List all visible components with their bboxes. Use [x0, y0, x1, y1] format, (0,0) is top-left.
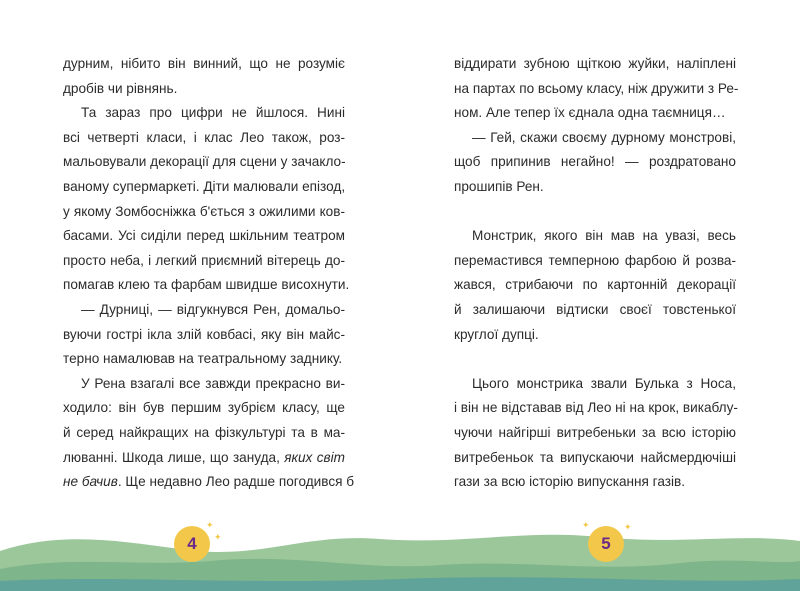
sparkle-icon: ✦ — [214, 532, 222, 542]
sparkle-icon: ✦ — [582, 520, 590, 530]
text-line: Монстрик, якого він мав на увазі, весь — [472, 228, 736, 244]
text-line: і він не відставав від Лео ні на крок, викаблу- — [454, 400, 738, 416]
text-line: жався, стрибаючи по картонній декорації — [454, 277, 736, 293]
text-line: віддирати зубною щіткою жуйки, наліплені — [454, 56, 736, 71]
text-line: дурним, нібито він винний, що не розуміє — [63, 56, 345, 71]
text-line: перемастився темперною фарбою й розва- — [454, 252, 736, 268]
text-line: — Гей, скажи своєму дурному монстрові, — [472, 129, 736, 145]
text-line: на партах по всьому класу, ніж дружити з Ре- — [454, 80, 739, 96]
text-line: всі четверті класи, і клас Лео також, роз- — [63, 129, 345, 145]
paragraph-gap — [454, 347, 736, 372]
text-line: помагав клею та фарбам швидше висохнути. — [63, 277, 350, 293]
italic-text: яких світ — [284, 449, 345, 465]
italic-text: не бачив — [63, 474, 118, 490]
text-line: у якому Зомбосніжка б'ється з ожилими ков- — [63, 203, 345, 219]
paragraph-gap — [454, 200, 736, 225]
text-line: щоб припинив негайно! — роздратовано — [454, 154, 736, 170]
text-line: басами. Усі сиділи перед шкільним театром — [63, 228, 345, 244]
text-line: дробів чи рівнянь. — [63, 80, 178, 96]
text-line-mixed — [63, 470, 355, 495]
page-number-left: 4 — [174, 526, 210, 562]
hills-decoration — [0, 511, 800, 591]
text-segment: люванні. Шкода лише, що зануда, — [63, 449, 285, 465]
text-line: прошипів Рен. — [454, 178, 544, 194]
right-page-text — [454, 52, 739, 495]
text-line: й серед найкращих на фізкультурі та в ма- — [63, 424, 345, 440]
text-line: гази за всю історію випускання газів. — [454, 474, 685, 490]
left-page-text — [63, 52, 355, 495]
text-line-mixed — [63, 446, 345, 471]
text-segment: . Ще недавно Лео радше погодився б — [117, 474, 355, 490]
text-line: Цього монстрика звали Булька з Носа, — [472, 375, 736, 391]
text-line: ном. Але тепер їх єднала одна таємниця… — [454, 105, 726, 121]
text-line: У Рена взагалі все завжди прекрасно ви- — [81, 375, 345, 391]
text-line: — Дурниці, — відгукнувся Рен, домальо- — [81, 301, 345, 317]
text-line: круглої дупці. — [454, 326, 539, 342]
text-line: й залишаючи відтиски своєї товстенької — [454, 301, 736, 317]
page-number-right: 5 — [588, 526, 624, 562]
text-line: просто неба, і легкий приємний вітерець до- — [63, 252, 345, 268]
text-line: ходило: він був першим зубрієм класу, ще — [63, 400, 345, 416]
sparkle-icon: ✦ — [206, 520, 214, 530]
text-line: витребеньок та випускаючи найсмердючіші — [454, 449, 736, 465]
text-line: чуючи найгірші витребеньки за всю історію — [454, 424, 736, 440]
text-line: Та зараз про цифри не йшлося. Нині — [81, 105, 345, 121]
text-line: ваному супермаркеті. Діти малювали епізод, — [63, 178, 346, 194]
text-line: терно намалював на театральному заднику. — [63, 351, 343, 367]
text-line: вуючи гострі ікла злій ковбасі, яку він майс- — [63, 326, 345, 342]
text-line: мальовували декорації для сцени у зачакло- — [63, 154, 346, 170]
sparkle-icon: ✦ — [624, 522, 632, 532]
